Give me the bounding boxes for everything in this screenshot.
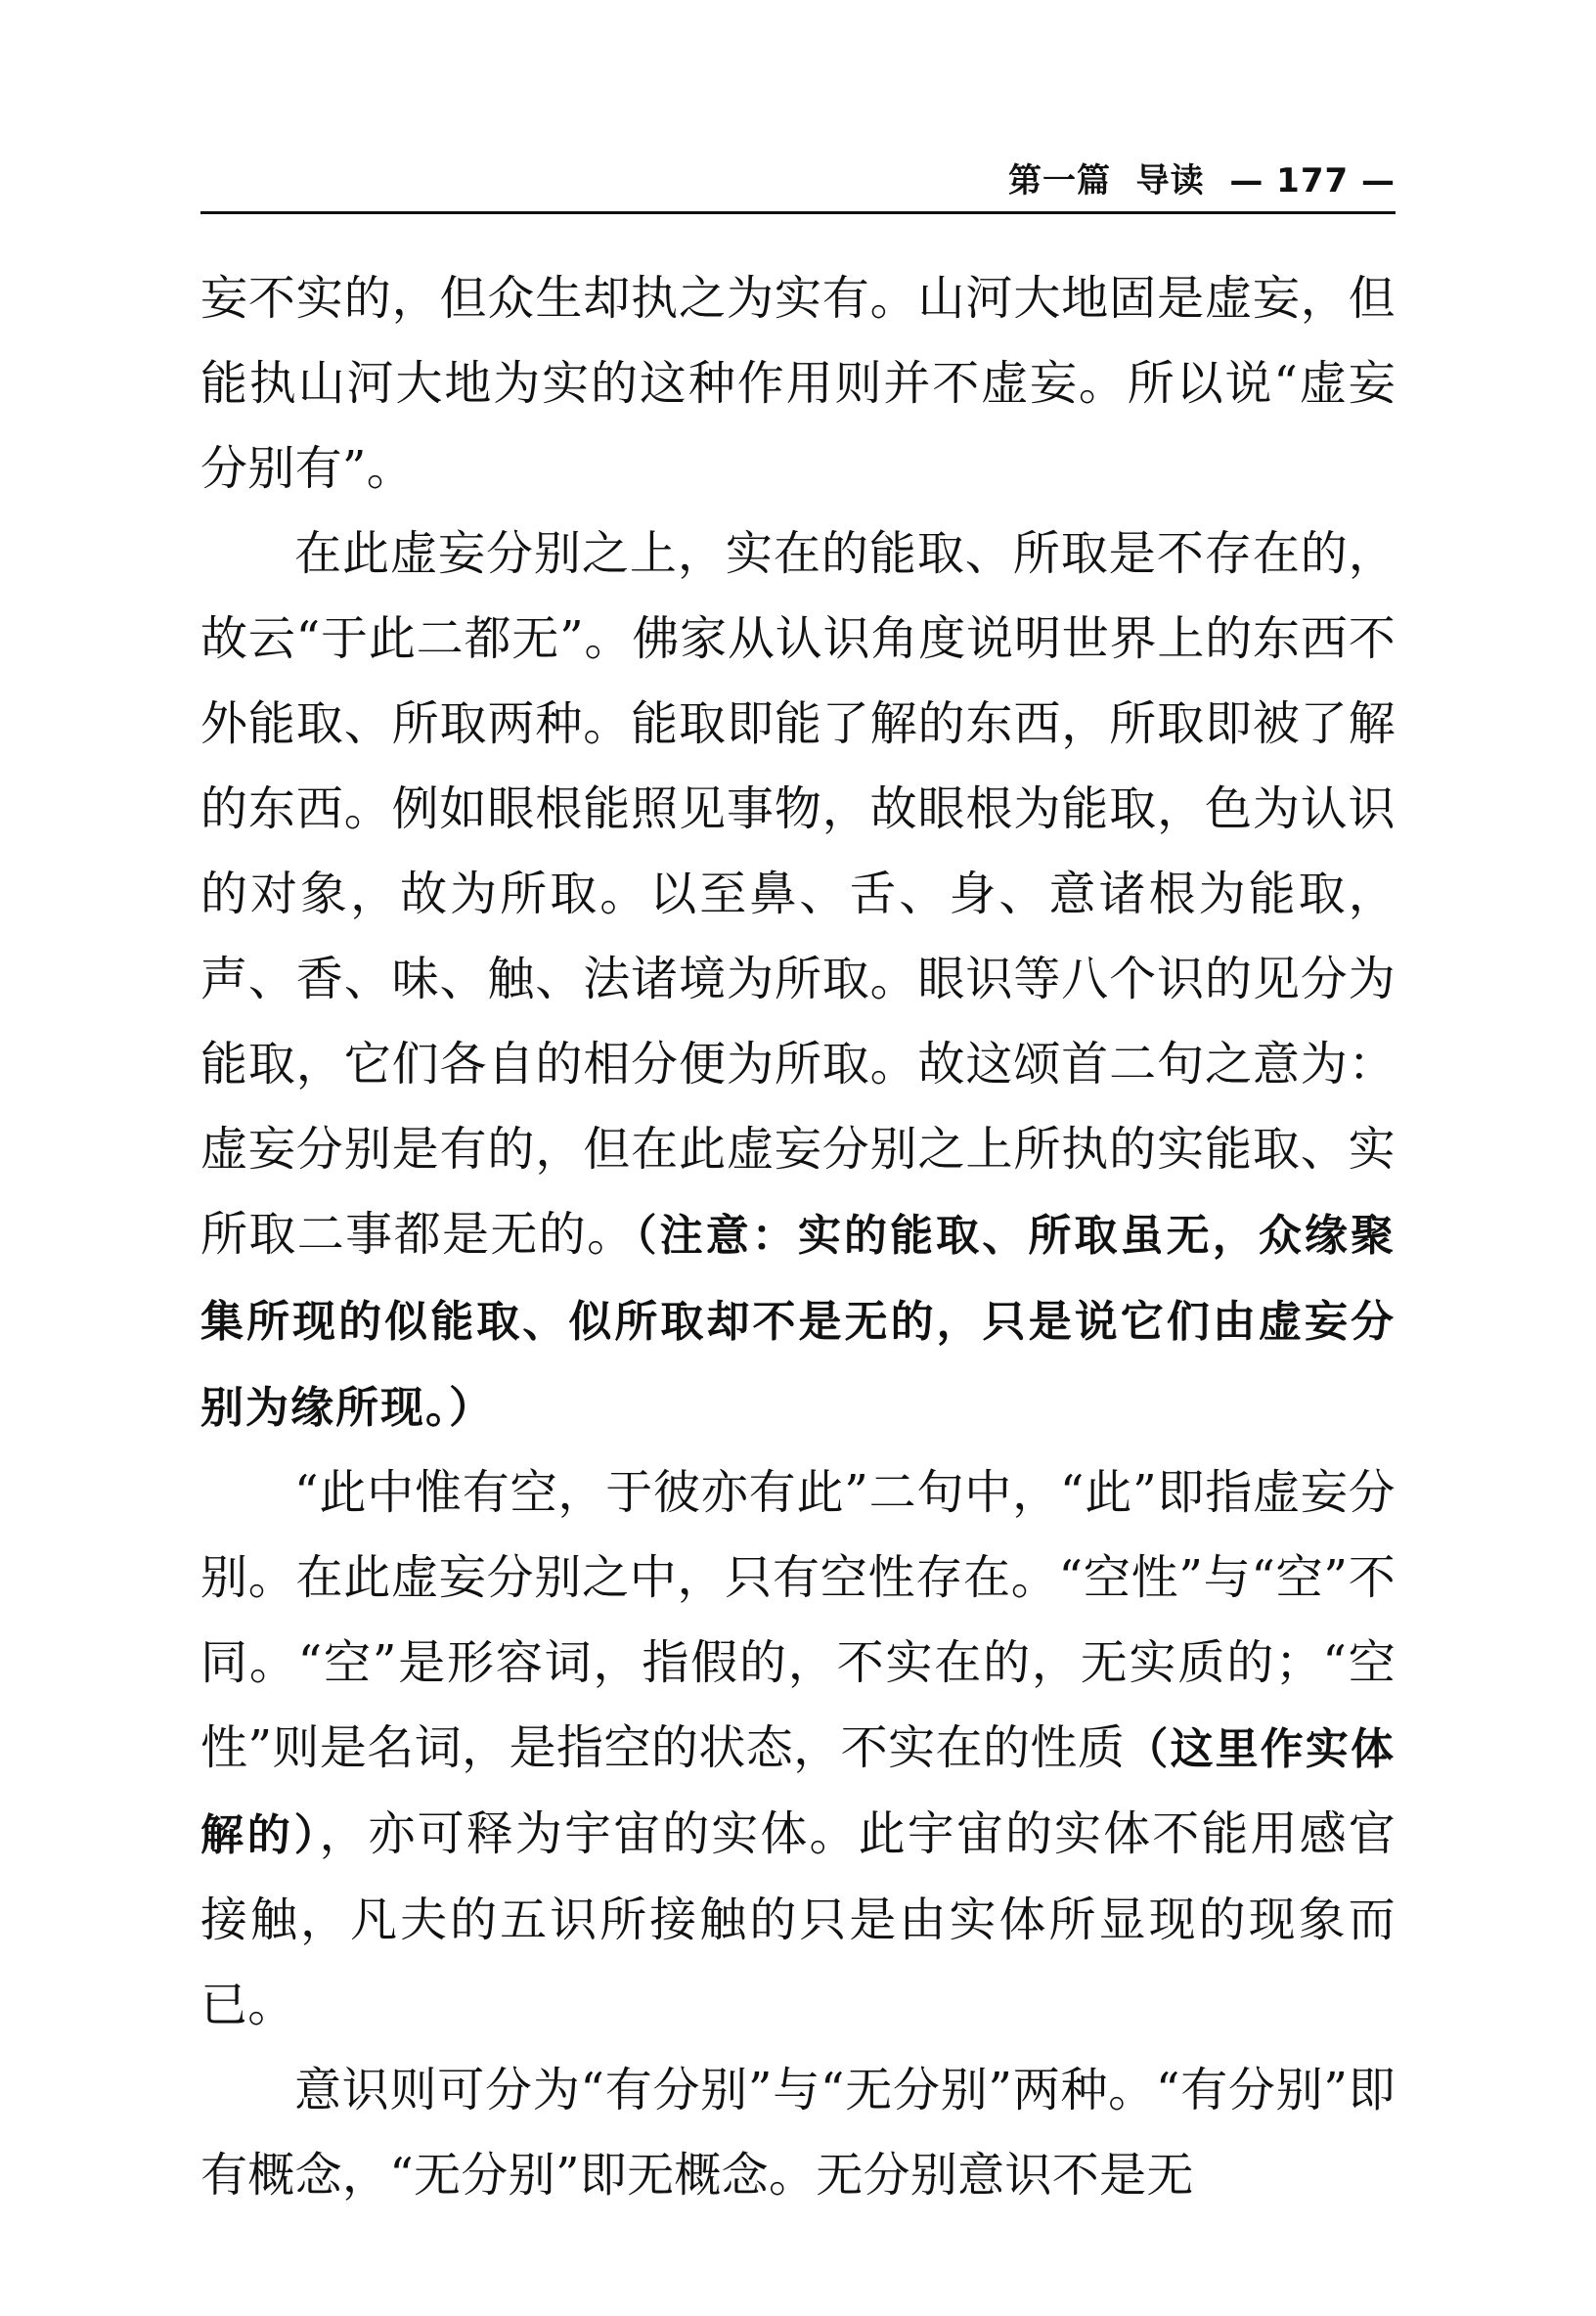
paragraph-2 (200, 512, 1396, 1450)
running-head: 第一篇 导读 — 177 — (1008, 161, 1396, 200)
paragraph-3 (200, 1450, 1396, 2048)
paragraph-3-note: （这里作实体解的） (200, 1724, 1396, 1860)
paragraph-2-note: （注意：实的能取、所取虽无，众缘聚集所现的似能取、似所取却不是无的，只是说它们由虚妄分别为缘所现。） (200, 1211, 1396, 1433)
paragraph-4 (200, 2048, 1396, 2218)
paragraph-1 (200, 256, 1396, 512)
paragraph-3-text-after: ，亦可释为宇宙的实体。此宇宙的实体不能用感官接触，凡夫的五识所接触的只是由实体所显现的现象而已。 (200, 1806, 1396, 2032)
paragraph-4-text: 意识则可分为“有分别”与“无分别”两种。“有分别”即有概念，“无分别”即无概念。无分别意识不是无 (200, 2063, 1396, 2203)
header-rule (200, 211, 1396, 214)
paragraph-3-text: “此中惟有空，于彼亦有此”二句中，“此”即指虚妄分别。在此虚妄分别之中，只有空性存在。“空性”与“空”不同。“空”是形容词，指假的，不实在的，无实质的；“空性”则是名词，是指空的状态，不实在的性质 (200, 1465, 1396, 1775)
paragraph-1-text: 妄不实的，但众生却执之为实有。山河大地固是虚妄，但能执山河大地为实的这种作用则并不虚妄。所以说“虚妄分别有”。 (200, 271, 1396, 496)
paragraph-2-text: 在此虚妄分别之上，实在的能取、所取是不存在的，故云“于此二都无”。佛家从认识角度说明世界上的东西不外能取、所取两种。能取即能了解的东西，所取即被了解的东西。例如眼根能照见事物，故眼根为能取，色为认识的对象，故为所取。以至鼻、舌、身、意诸根为能取，声、香、味、触、法诸境为所取。眼识等八个识的见分为能取，它们各自的相分便为所取。故这颂首二句之意为：虚妄分别是有的，但在此虚妄分别之上所执的实能取、实所取二事都是无的。 (200, 526, 1396, 1262)
body-text (200, 256, 1396, 2218)
